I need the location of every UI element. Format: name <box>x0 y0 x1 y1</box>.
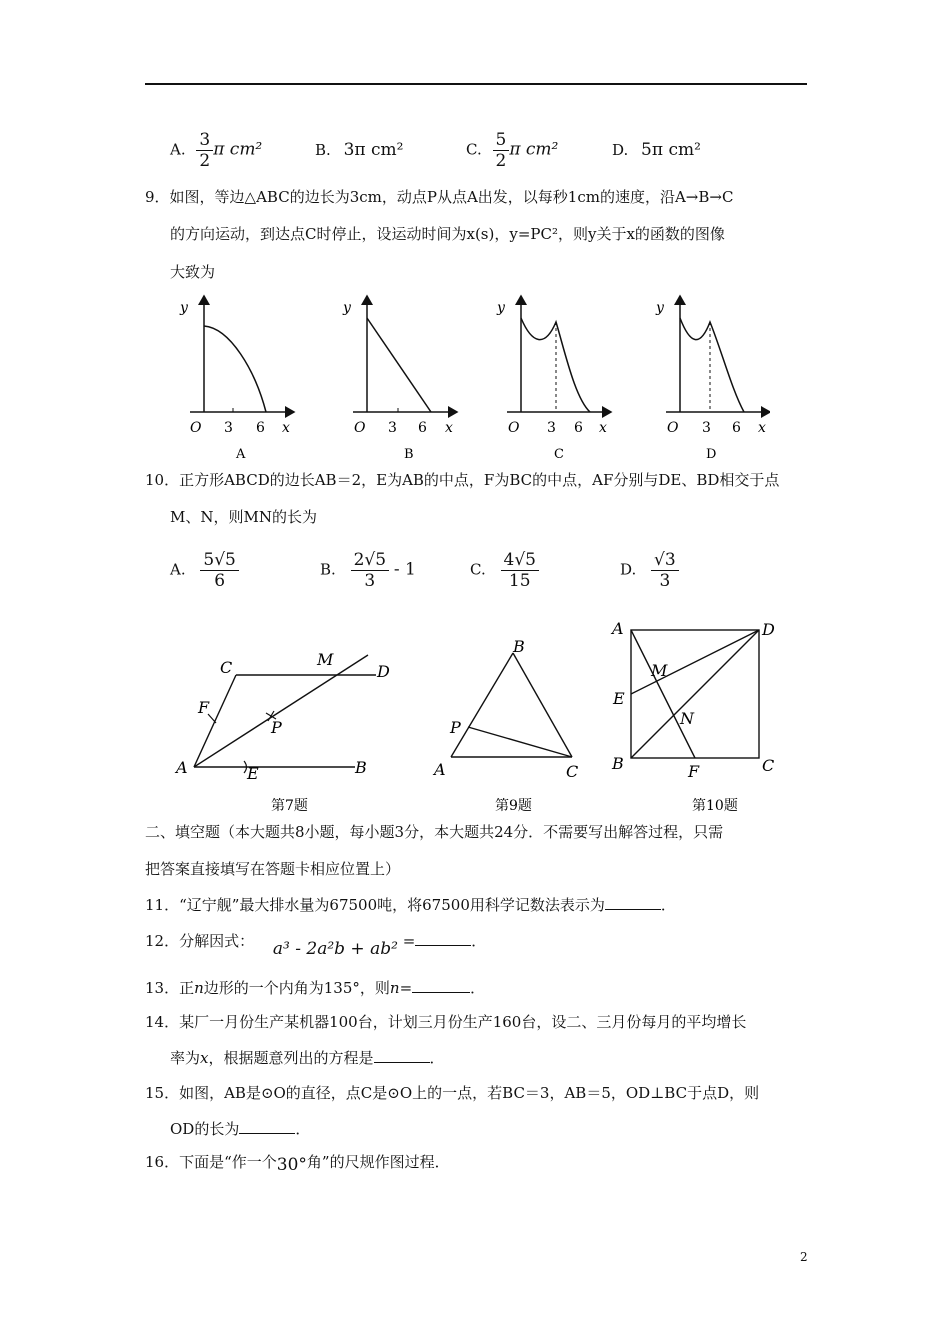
graph-c-tick-6: 6 <box>574 420 583 436</box>
graph-c-origin: O <box>508 420 520 436</box>
q16: 16．下面是“作一个30°角”的尺规作图过程． <box>145 1153 450 1175</box>
fig9-caption: 第9题 <box>495 798 532 814</box>
q10-option-d: D. $\frac{√3}{3}$ <box>620 550 679 591</box>
fig7-B: B <box>355 758 367 777</box>
page-number: 2 <box>800 1250 808 1264</box>
fig7-P: P <box>271 718 282 737</box>
fig7-E: E <box>247 764 259 783</box>
fig10-N: N <box>680 709 694 728</box>
q10-line1: 10．正方形ABCD的边长AB＝2，E为AB的中点，F为BC的中点，AF分别与DE、BD相交于点 <box>145 471 780 489</box>
fig7-F: F <box>198 698 210 717</box>
graph-d-tick-3: 3 <box>702 420 711 436</box>
q12: 12．分解因式： a³ - 2a²b + ab² = ． <box>145 932 487 959</box>
graph-b-origin: O <box>354 420 366 436</box>
graph-c-label: C <box>554 447 564 462</box>
fig10-B: B <box>612 754 624 773</box>
graph-c-y-label: y <box>497 300 505 316</box>
fig7-M: M <box>317 650 334 669</box>
fig7-D: D <box>377 662 390 681</box>
figure-9 <box>432 637 578 814</box>
fig9-A: A <box>434 760 446 779</box>
section2-line2: 把答案直接填写在答题卡相应位置上） <box>145 860 401 878</box>
fig9-C: C <box>566 762 579 781</box>
graph-a-tick-6: 6 <box>256 420 265 436</box>
graph-b <box>342 296 457 462</box>
q9-line1: 9．如图，等边△ABC的边长为3cm，动点P从点A出发，以每秒1cm的速度，沿A→B→C <box>145 188 734 206</box>
graph-d-y-label: y <box>656 300 664 316</box>
q10-line2: M、N，则MN的长为 <box>170 508 317 526</box>
q9-line3: 大致为 <box>170 263 216 281</box>
q8-option-a: A. $\frac{3}{2}$ π cm² <box>170 130 263 171</box>
q15-line1: 15．如图，AB是⊙O的直径，点C是⊙O上的一点，若BC＝3，AB＝5，OD⊥BC于点D，则 <box>145 1084 760 1102</box>
graph-a-y-label: y <box>180 300 188 316</box>
fig7-caption: 第7题 <box>271 798 308 814</box>
fig9-B: B <box>513 637 525 656</box>
q10-option-b: B. $\frac{2√5}{3}$ - 1 <box>320 550 416 591</box>
fig10-F: F <box>688 762 700 781</box>
graph-a-x-label: x <box>282 420 290 436</box>
graph-b-tick-6: 6 <box>418 420 427 436</box>
fig10-A: A <box>612 619 624 638</box>
q8-option-c: C. $\frac{5}{2}$ π cm² <box>466 130 559 171</box>
graph-c-tick-3: 3 <box>547 420 556 436</box>
q13: 13．正n边形的一个内角为135°，则n= ． <box>145 979 486 997</box>
graph-d-x-label: x <box>758 420 766 436</box>
fig10-D: D <box>762 620 775 639</box>
graph-a-label: A <box>236 447 246 462</box>
graph-d <box>655 296 770 462</box>
fig10-caption: 第10题 <box>692 798 738 814</box>
q9-line2: 的方向运动，到达点C时停止，设运动时间为x(s)，y=PC²，则y关于x的函数的图像 <box>170 225 725 243</box>
fig9-P: P <box>450 718 461 737</box>
fig10-C: C <box>762 756 775 775</box>
q10-option-c: C. $\frac{4√5}{15}$ <box>470 550 539 591</box>
fig10-M: M <box>651 661 668 680</box>
graph-b-label: B <box>404 447 414 462</box>
fig10-E: E <box>613 689 625 708</box>
q10-option-a: A. $\frac{5√5}{6}$ <box>170 550 239 591</box>
graph-d-origin: O <box>667 420 679 436</box>
fig7-C: C <box>220 658 233 677</box>
figure-10 <box>610 619 775 814</box>
fig7-A: A <box>176 758 188 777</box>
q8-option-d: D. 5π cm² <box>612 140 701 160</box>
q14-line1: 14．某厂一月份生产某机器100台，计划三月份生产160台，设二、三月份每月的平均增长 <box>145 1013 747 1031</box>
graph-c-x-label: x <box>599 420 607 436</box>
section2-line1: 二、填空题（本大题共8小题，每小题3分，本大题共24分．不需要写出解答过程，只需 <box>145 823 724 841</box>
q14-line2: 率为x，根据题意列出的方程是 ． <box>170 1049 445 1067</box>
graph-a <box>179 296 294 462</box>
q8-option-b: B. 3π cm² <box>315 140 404 160</box>
graph-d-label: D <box>706 447 717 462</box>
figure-7 <box>174 650 390 814</box>
geometry-figures <box>170 615 790 820</box>
q15-line2: OD的长为 ． <box>170 1120 311 1138</box>
graph-a-tick-3: 3 <box>224 420 233 436</box>
q9-graphs <box>170 290 770 465</box>
graph-d-tick-6: 6 <box>732 420 741 436</box>
graph-a-origin: O <box>190 420 202 436</box>
graph-c <box>496 296 611 462</box>
graph-b-x-label: x <box>445 420 453 436</box>
header-rule <box>145 83 807 85</box>
graph-b-tick-3: 3 <box>388 420 397 436</box>
graph-b-y-label: y <box>343 300 351 316</box>
q11: 11．“辽宁舰”最大排水量为67500吨，将67500用科学记数法表示为 ． <box>145 896 676 914</box>
